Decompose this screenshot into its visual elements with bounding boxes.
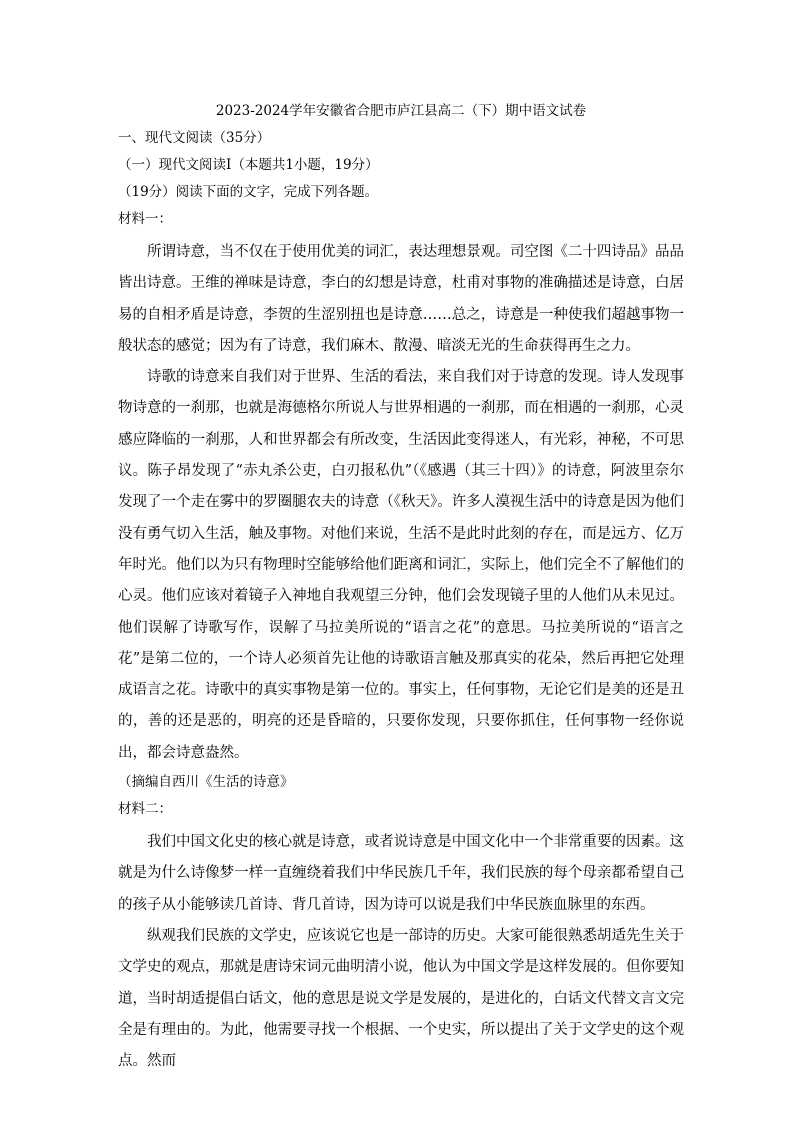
- material-two-label: 材料二：: [118, 801, 172, 818]
- material-one-paragraph: 诗歌的诗意来自我们对于世界、生活的看法，来自我们对于诗意的发现。诗人发现事物诗意的一刹那，也就是海德格尔所说人与世界相遇的一刹那，而在相遇的一刹那，心灵感应降临的一刹那，人和世界都会有所改变，生活因此变得迷人，有光彩，神秘，不可思议。陈子昂发现了“赤丸杀公吏，白刃报私仇”（《感遇（其三十四）》的诗意，阿波里奈尔发现了一个走在雾中的罗圈腿农夫的诗意（《秋天》。许多人漠视生活中的诗意是因为他们没有勇气切入生活，触及事物。对他们来说，生活不是此时此刻的存在，而是远方、亿万年时光。他们以为只有物理时空能够给他们距离和词汇，实际上，他们完全不了解他们的心灵。他们应该对着镜子入神地自我观望三分钟，他们会发现镜子里的人他们从未见过。他们误解了诗歌写作，误解了马拉美所说的“语言之花”的意思。马拉美所说的“语言之花”是第二位的，一个诗人必须首先让他的诗歌语言触及那真实的花朵，然后再把它处理成语言之花。诗歌中的真实事物是第一位的。事实上，任何事物，无论它们是美的还是丑的，善的还是恶的，明亮的还是昏暗的，只要你发现，只要你抓住，任何事物一经你说出，都会诗意盎然。: [118, 369, 684, 761]
- material-two-paragraph: 纵观我们民族的文学史，应该说它也是一部诗的历史。大家可能很熟悉胡适先生关于文学史的观点，那就是唐诗宋词元曲明清小说，他认为中国文学是这样发展的。但你要知道，当时胡适提倡白话文，他的意思是说文学是发展的，是进化的，白话文代替文言文完全是有理由的。为此，他需要寻找一个根据、一个史实，所以提出了关于文学史的这个观点。然而: [118, 927, 684, 1070]
- exam-title: 2023-2024学年安徽省合肥市庐江县高二（下）期中语文试卷: [215, 103, 587, 119]
- section-heading: 一、现代文阅读（35分）: [118, 130, 271, 146]
- subsection-heading: （一）现代文阅读Ⅰ（本题共1小题，19分）: [118, 157, 379, 173]
- material-two-paragraph: 我们中国文化史的核心就是诗意，或者说诗意是中国文化中一个非常重要的因素。这就是为什么诗像梦一样一直缠绕着我们中华民族几千年，我们民族的每个母亲都希望自己的孩子从小能够读几首诗、背几首诗，因为诗可以说是我们中华民族血脉里的东西。: [118, 834, 684, 913]
- material-one-label: 材料一：: [118, 211, 172, 227]
- question-instruction: （19分）阅读下面的文字，完成下列各题。: [118, 184, 379, 200]
- material-one-paragraph: 所谓诗意，当不仅在于使用优美的词汇，表达理想景观。司空图《二十四诗品》品品皆出诗意。王维的禅味是诗意，李白的幻想是诗意，杜甫对事物的准确描述是诗意，白居易的自相矛盾是诗意，李贺的生涩别扭也是诗意……总之，诗意是一种使我们超越事物一般状态的感觉；因为有了诗意，我们麻木、散漫、暗淡无光的生命获得再生之力。: [118, 244, 684, 354]
- material-one-source: （摘编自西川《生活的诗意》: [118, 774, 294, 791]
